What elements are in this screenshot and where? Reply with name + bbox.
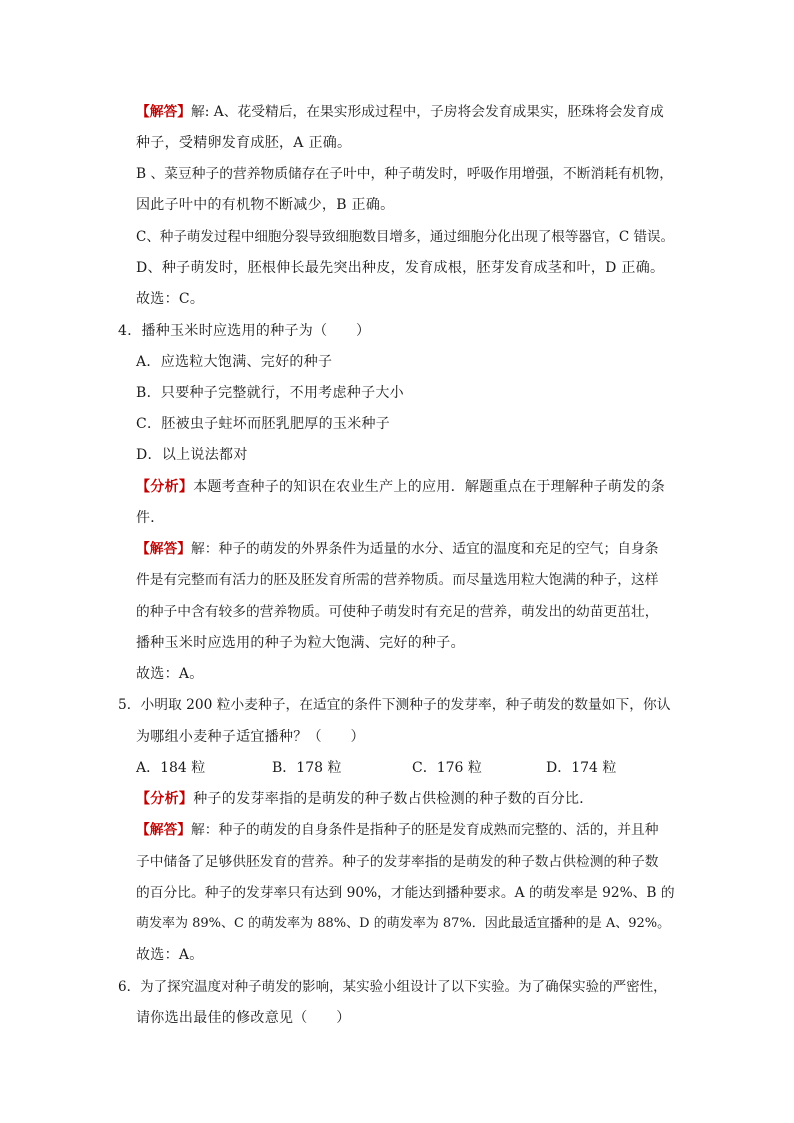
q4-option-d: D．以上说法都对: [136, 447, 248, 463]
q4-stem: 4．播种玉米时应选用的种子为（ ）: [118, 323, 371, 339]
analysis-tag: 【分析】: [136, 791, 194, 807]
q5-answer-line-2: 子中储备了足够供胚发育的营养。种子的发芽率指的是萌发的种子数占供检测的种子数: [136, 854, 659, 870]
q5-option-d: D．174 粒: [546, 760, 617, 776]
answer-tag: 【解答】: [136, 541, 192, 557]
q4-analysis-line-1: 【分析】本题考查种子的知识在农业生产上的应用．解题重点在于理解种子萌发的条: [136, 479, 666, 495]
analysis-tag: 【分析】: [136, 479, 194, 495]
q5-option-a: A．184 粒: [136, 760, 206, 776]
q5-stem-line-2: 为哪组小麦种子适宜播种？（ ）: [136, 729, 365, 745]
q4-option-c: C．胚被虫子蛀坏而胚乳肥厚的玉米种子: [136, 416, 391, 432]
q4-option-a: A．应选粒大饱满、完好的种子: [136, 354, 333, 370]
q4-answer-line-1: 【解答】解：种子的萌发的外界条件为适量的水分、适宜的温度和充足的空气；自身条: [136, 541, 659, 557]
q5-choice: 故选：A。: [136, 947, 204, 963]
q5-analysis-line-1: 【分析】种子的发芽率指的是萌发的种子数占供检测的种子数的百分比．: [136, 791, 594, 807]
q3-answer-line-1: 【解答】解: A、花受精后，在果实形成过程中，子房将会发育成果实，胚珠将会发育成: [136, 104, 664, 120]
q5-stem-line-1: 5．小明取 200 粒小麦种子，在适宜的条件下测种子的发芽率，种子萌发的数量如下，你认: [118, 697, 671, 713]
q5-option-b: B．178 粒: [272, 760, 342, 776]
q5-answer-line-4: 萌发率为 89%、C 的萌发率为 88%、D 的萌发率为 87%．因此最适宜播种的是 A、92%。: [136, 916, 671, 931]
q3-answer-line-6: D、种子萌发时，胚根伸长最先突出种皮，发育成根，胚芽发育成茎和叶，D 正确。: [136, 260, 665, 276]
q6-stem-line-1: 6．为了探究温度对种子萌发的影响，某实验小组设计了以下实验。为了确保实验的严密性，: [118, 979, 667, 995]
q3-choice: 故选：C。: [136, 291, 205, 307]
q3-answer-line-5: C、种子萌发过程中细胞分裂导致细胞数目增多，通过细胞分化出现了根等器官，C 错误。: [136, 229, 674, 245]
q4-answer-line-2: 件是有完整而有活力的胚及胚发育所需的营养物质。而尽量选用粒大饱满的种子，这样: [136, 572, 659, 588]
q3-answer-line-4: 因此子叶中的有机物不断减少，B 正确。: [136, 197, 395, 213]
q3-answer-line-3: B 、菜豆种子的营养物质储存在子叶中，种子萌发时，呼吸作用增强，不断消耗有机物，: [136, 166, 673, 182]
q5-answer-line-3: 的百分比。种子的发芽率只有达到 90%，才能达到播种要求。A 的萌发率是 92%、B 的: [136, 885, 675, 901]
q4-analysis-line-2: 件．: [136, 510, 165, 526]
q4-choice: 故选：A。: [136, 666, 204, 682]
answer-tag: 【解答】: [136, 822, 192, 838]
q4-answer-line-3: 的种子中含有较多的营养物质。可使种子萌发时有充足的营养，萌发出的幼苗更茁壮，: [136, 604, 659, 620]
q3-answer-line-2: 种子，受精卵发育成胚，A 正确。: [136, 135, 352, 151]
q4-answer-line-4: 播种玉米时应选用的种子为粒大饱满、完好的种子。: [136, 635, 465, 651]
q5-option-c: C．176 粒: [412, 760, 482, 776]
answer-tag: 【解答】: [136, 104, 192, 120]
q4-option-b: B．只要种子完整就行，不用考虑种子大小: [136, 385, 404, 401]
q6-stem-line-2: 请你选出最佳的修改意见（ ）: [136, 1010, 351, 1026]
q5-answer-line-1: 【解答】解：种子的萌发的自身条件是指种子的胚是发育成熟而完整的、活的，并且种: [136, 822, 659, 838]
